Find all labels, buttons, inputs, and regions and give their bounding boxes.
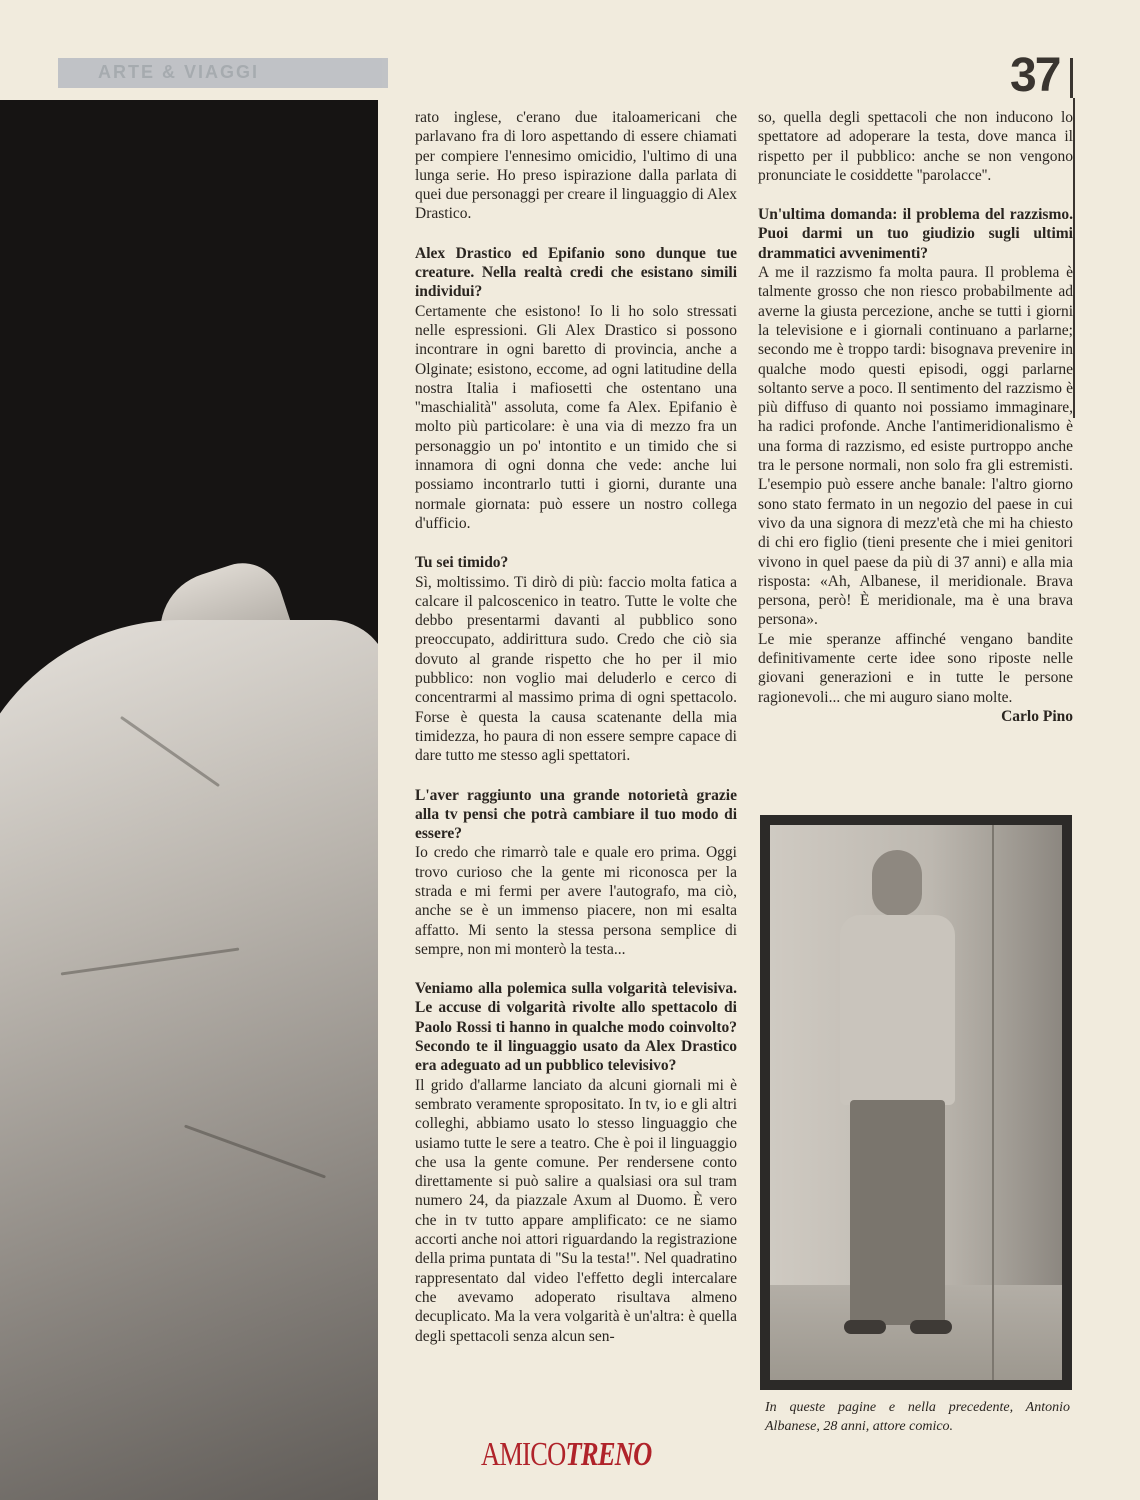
article-column-1 xyxy=(415,108,737,1346)
page-number-bar xyxy=(1070,58,1073,98)
interview-answer: Il grido d'allarme lanciato da alcuni giornali mi è sembrato veramente spropositato. In tv, io e gli altri colleghi, abbiamo usato lo stesso linguaggio che usiamo tutte le sere a teatro. Che è poi il linguaggio che usa la gente comune. Per rendersene conto direttamente si può salire a qualsiasi ora sul tram numero 24, da piazzale Axum al Duomo. È vero che in tv tutto appare amplificato: ce ne siamo accorti anche noi attori riguardando la registrazione della prima puntata di ''Su la testa!''. Nel quadratino rappresentato dal video l'effetto degli intercalare che avevamo adoperato risultava almeno decuplicato. Ma la vera volgarità è un'altra: è quella degli spettacoli senza alcun sen- xyxy=(415,1076,737,1345)
paragraph: rato inglese, c'erano due italoamericani che parlavano fra di loro aspettando di essere chiamati per compiere l'ennesimo omicidio, l'ultimo di una lunga serie. Ho preso ispirazione dalla parlata di quei due personaggi per creare il linguaggio di Alex Drastico. xyxy=(415,109,737,223)
page-number: 37 xyxy=(1010,49,1060,102)
paragraph: so, quella degli spettacoli che non inducono lo spettatore ad adoperare la testa, dove manca il rispetto per il pubblico: anche se non vengono pronunciate le cosiddette ''parolacce''. xyxy=(758,109,1073,184)
shirt-shape xyxy=(0,620,378,1500)
interview-answer: Sì, moltissimo. Ti dirò di più: faccio molta fatica a calcare il palcoscenico in teatro. Tutte le volte che debbo presentarmi davanti al pubblico sono preoccupato, addirittura sudo. Credo che ciò sia dovuto al grande rispetto che ho per il mio pubblico: non voglio mai deluderlo e cerco di concentrarmi al massimo prima di ogni spettacolo. Forse è questa la causa scatenante della mia timidezza, ho paura di non essere sempre capace di dare tutto me stesso agli spettatori. xyxy=(415,573,737,765)
photo-caption: In queste pagine e nella precedente, Antonio Albanese, 28 anni, attore comico. xyxy=(765,1400,1070,1434)
interview-answer: A me il razzismo fa molta paura. Il problema è talmente grosso che non riesco probabilmente ad averne la giusta percezione, anche se tutti i giorni la televisione e i giornali continuano a parlarne; secondo me è troppo tardi: bisognava prevenire in qualche modo questi episodi, oggi parlarne soltanto serve a poco. Il sentimento del razzismo è più diffuso di quanto noi possiamo immaginare, ha radici profonde. Anche l'antimeridionalismo è una forma di razzismo, ed esiste purtroppo anche tra le persone normali, non solo fra gli estremisti. L'esempio può essere anche banale: l'altro giorno sono stato fermato in un negozio del paese in cui vivo da una signora di mezz'età che mi ha chiesto di chi ero figlio (tieni presente che i miei genitori vivono in quel paese da più di 37 anni) e alla mia risposta: «Ah, Albanese, il meridionale. Brava persona, però! È meridionale, ma è una brava persona». xyxy=(758,264,1073,629)
section-header-band xyxy=(58,58,388,88)
interview-question: Veniamo alla polemica sulla volgarità televisiva. Le accuse di volgarità rivolte allo spettacolo di Paolo Rossi ti hanno in qualche modo coinvolto? Secondo te il linguaggio usato da Alex Drastico era adeguato ad un pubblico televisivo? xyxy=(415,980,737,1075)
interview-answer: Le mie speranze affinché vengano bandite definitivamente certe idee sono riposte nelle giovani generazioni e in tutte le persone ragionevoli... che mi auguro siano molte. xyxy=(758,630,1073,706)
interview-question: Tu sei timido? xyxy=(415,554,509,572)
interview-question: Un'ultima domanda: il problema del razzismo. Puoi darmi un tuo giudizio sugli ultimi drammatici avvenimenti? xyxy=(758,206,1073,262)
figure-head xyxy=(872,850,922,916)
article-column-2 xyxy=(758,108,1073,726)
portrait-photo-left xyxy=(0,100,378,1500)
interview-answer: Io credo che rimarrò tale e quale ero prima. Oggi trovo curioso che la gente mi riconosca per la strada e mi fermi per avere l'autografo, ma ciò, anche se è un immenso piacere, non mi esalta affatto. Mi sento la stessa persona semplice di sempre, non mi monterò la testa... xyxy=(415,844,737,958)
figure-torso xyxy=(840,915,955,1105)
interview-question: L'aver raggiunto una grande notorietà grazie alla tv pensi che potrà cambiare il tuo modo di essere? xyxy=(415,786,737,843)
author-signature: Carlo Pino xyxy=(1001,707,1073,725)
column-rule xyxy=(1073,98,1075,418)
portrait-photo-right xyxy=(760,815,1072,1390)
interview-question: Alex Drastico ed Epifanio sono dunque tue creature. Nella realtà credi che esistano simili individui? xyxy=(415,244,737,301)
photo-wall-corner xyxy=(992,825,994,1380)
logo-part-1: AMICO xyxy=(481,1436,566,1473)
figure-legs xyxy=(850,1100,945,1325)
magazine-logo xyxy=(481,1436,651,1474)
figure-shoe xyxy=(910,1320,952,1334)
section-label: ARTE & VIAGGI xyxy=(98,62,260,82)
interview-answer: Certamente che esistono! Io li ho solo stressati nelle espressioni. Gli Alex Drastico si possono incontrare in ogni baretto di provincia, anche a Olginate; esistono, eccome, ad ogni latitudine della nostra Italia i mafiosetti che ostentano una ''maschialità'' assoluta, come fa Alex. Epifanio è molto più particolare: è una via di mezzo fra un personaggio un po' intontito e un timido che si innamora di ogni donna che vede: anche lui possiamo incontrarlo tutti i giorni, durante una normale giornata: può essere un nostro collega d'ufficio. xyxy=(415,302,737,532)
logo-part-2: TRENO xyxy=(565,1436,652,1473)
figure-shoe xyxy=(844,1320,886,1334)
